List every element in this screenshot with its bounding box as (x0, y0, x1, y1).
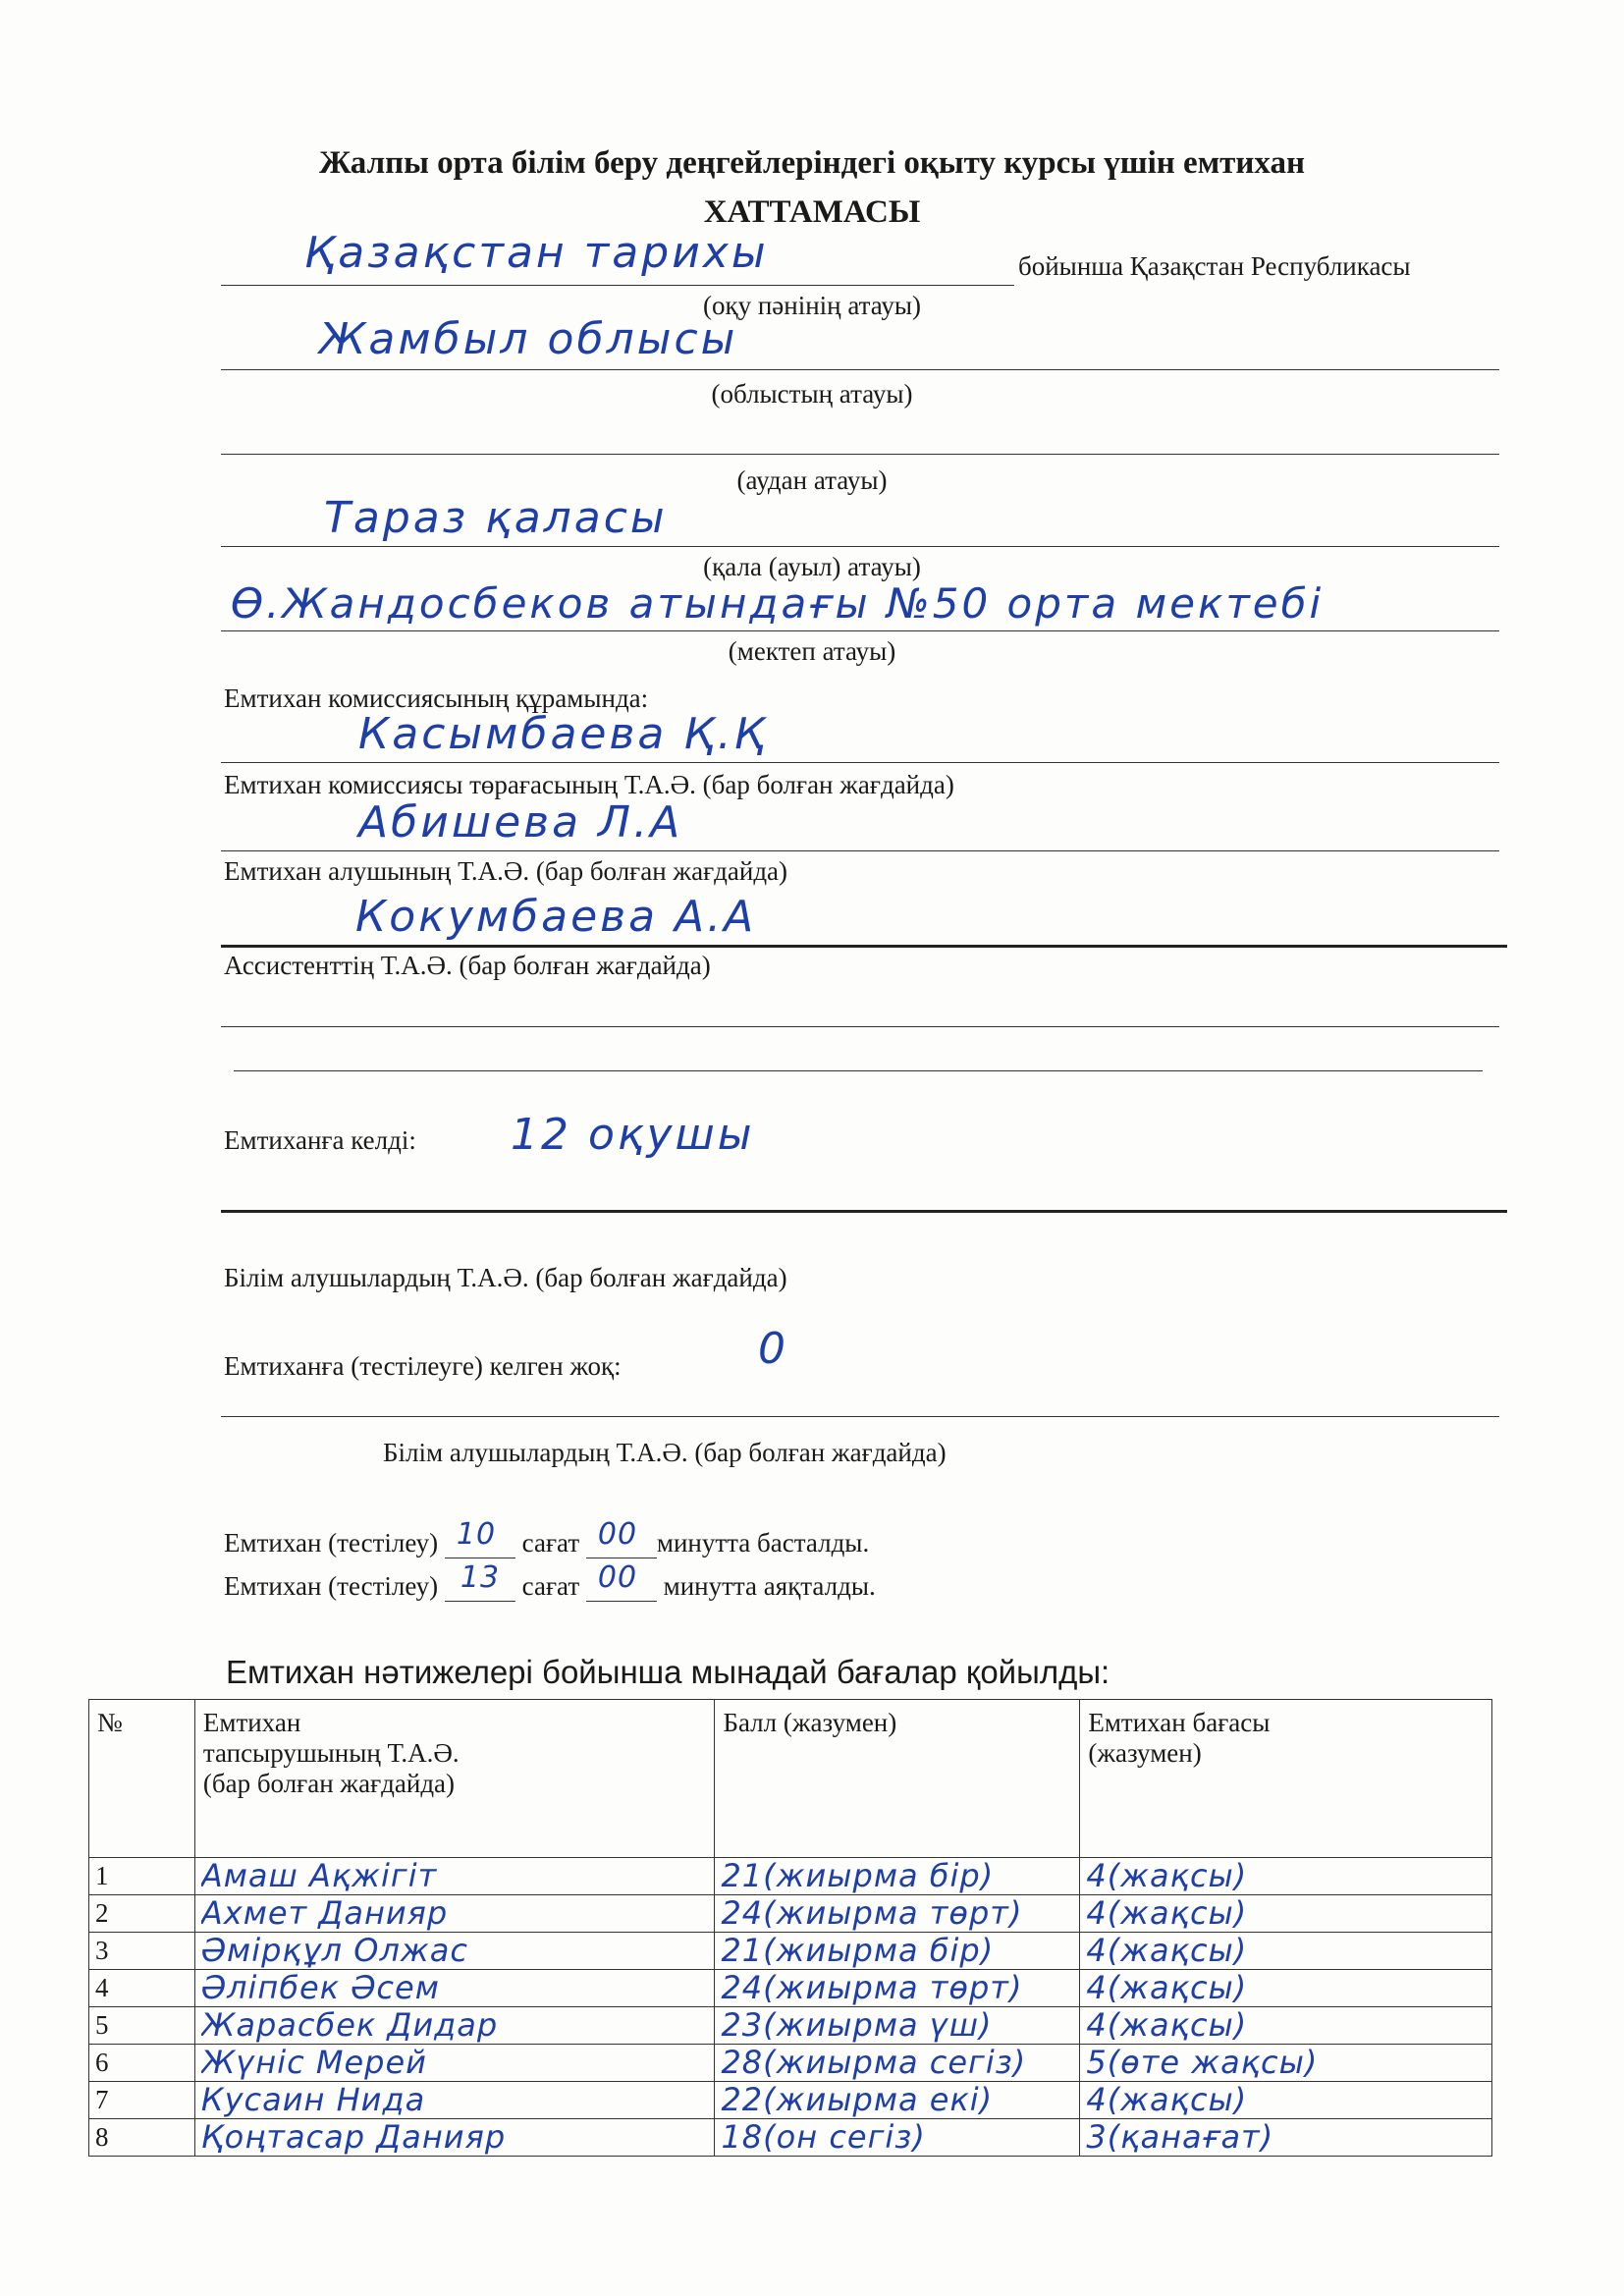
row-number-cell (89, 2119, 195, 2157)
student-grade: 5(өте жақсы) (1086, 2045, 1319, 2081)
student-name-cell (194, 2119, 715, 2157)
row-number-cell (89, 2007, 195, 2045)
absent-value: 0 (758, 1324, 788, 1374)
col-score-header: Балл (жазумен) (715, 1700, 1080, 1858)
col-grade-line1: Емтихан бағасы (1088, 1708, 1271, 1737)
school-value: Ө.Жандосбеков атындағы №50 орта мектебі (231, 579, 1325, 628)
chair-label: Емтихан комиссиясы төрағасының Т.А.Ә. (бар болған жағдайда) (224, 770, 954, 799)
subject-suffix: бойынша Қазақстан Республикасы (1018, 251, 1411, 281)
end-min-field (586, 1560, 657, 1602)
blank-line-1 (221, 1026, 1499, 1027)
student-name-cell (194, 2007, 715, 2045)
row-number: 4 (95, 1973, 109, 2002)
col-name-line3: (бар болған жағдайда) (202, 1769, 456, 1798)
start-min-field (586, 1517, 657, 1558)
col-name-line1: Емтихан (202, 1708, 301, 1737)
table-row (89, 1858, 1492, 1895)
region-line (221, 369, 1499, 370)
subject-caption: (оқу пәнінің атауы) (702, 291, 922, 320)
student-score: 18(он сегіз) (721, 2119, 926, 2156)
table-row (89, 1895, 1492, 1933)
table-row (89, 2082, 1492, 2119)
came-label: Емтиханға келді: (224, 1125, 416, 1155)
absent-caption: Білім алушылардың Т.А.Ә. (бар болған жағдайда) (383, 1438, 947, 1467)
student-score: 22(жиырма екі) (721, 2082, 994, 2118)
student-grade-cell (1080, 2119, 1492, 2157)
student-name-cell (194, 2082, 715, 2119)
student-score-cell (715, 1858, 1080, 1895)
district-caption: (аудан атауы) (736, 465, 888, 495)
student-grade: 4(жақсы) (1086, 2007, 1248, 2044)
table-row (89, 2045, 1492, 2082)
table-row (89, 2119, 1492, 2157)
student-name: Кусаин Нида (200, 2082, 426, 2118)
student-grade-cell (1080, 1858, 1492, 1895)
table-row (89, 1933, 1492, 1970)
protocol-title: Жалпы орта білім беру деңгейлеріндегі оқыту курсы үшін емтихан (319, 145, 1305, 181)
student-grade-cell (1080, 2045, 1492, 2082)
start-hour: 10 (456, 1517, 497, 1552)
student-name: Әмірқұл Олжас (200, 1933, 468, 1969)
student-name-cell (194, 1895, 715, 1933)
col-name-header (194, 1700, 715, 1858)
col-no-header: № (89, 1700, 195, 1858)
table-row (89, 1970, 1492, 2007)
row-number-cell (89, 1933, 195, 1970)
student-score-cell (715, 1970, 1080, 2007)
subject-value: Қазақстан тарихы (304, 228, 769, 278)
students-label: Білім алушылардың Т.А.Ә. (бар болған жағдайда) (224, 1263, 787, 1292)
student-score-cell (715, 2119, 1080, 2157)
chair-value: Касымбаева Қ.Қ (358, 709, 768, 759)
student-name: Жүніс Мерей (200, 2045, 427, 2081)
student-name: Әліпбек Әсем (200, 1970, 440, 2006)
row-number: 1 (95, 1861, 109, 1890)
row-number: 8 (95, 2122, 109, 2152)
student-score: 28(жиырма сегіз) (721, 2045, 1027, 2081)
student-grade: 4(жақсы) (1086, 1858, 1248, 1894)
row-number-cell (89, 2045, 195, 2082)
student-grade-cell (1080, 2082, 1492, 2119)
examiner-line (221, 850, 1499, 851)
end-prefix: Емтихан (тестілеу) (224, 1571, 439, 1601)
city-line (221, 546, 1499, 547)
student-name: Ахмет Данияр (200, 1895, 449, 1932)
student-name-cell (194, 1970, 715, 2007)
start-prefix: Емтихан (тестілеу) (224, 1528, 439, 1558)
row-number-cell (89, 2082, 195, 2119)
student-grade-cell (1080, 1895, 1492, 1933)
row-number-cell (89, 1970, 195, 2007)
student-name-cell (194, 1933, 715, 1970)
student-grade-cell (1080, 1933, 1492, 1970)
col-name-line2: тапсырушының Т.А.Ә. (202, 1738, 460, 1768)
student-name-cell (194, 2045, 715, 2082)
city-caption: (қала (ауыл) атауы) (703, 552, 921, 581)
table-row (89, 2007, 1492, 2045)
school-line (221, 630, 1499, 631)
protocol-subtitle: ХАТТАМАСЫ (703, 194, 921, 230)
student-name: Жарасбек Дидар (200, 2007, 499, 2044)
student-grade-cell (1080, 2007, 1492, 2045)
end-hour-field (445, 1560, 515, 1602)
end-time-row (224, 1560, 876, 1602)
commission-label: Емтихан комиссиясының құрамында: (224, 683, 649, 713)
col-grade-header (1080, 1700, 1492, 1858)
student-grade: 4(жақсы) (1086, 1895, 1248, 1932)
student-grade: 4(жақсы) (1086, 2082, 1248, 2118)
student-grade-cell (1080, 1970, 1492, 2007)
student-score: 24(жиырма төрт) (721, 1970, 1023, 2006)
absent-label: Емтиханға (тестілеуге) келген жоқ: (224, 1351, 622, 1381)
subject-line (221, 285, 1014, 286)
start-min: 00 (597, 1517, 638, 1552)
row-number: 3 (95, 1936, 109, 1965)
assistant-line (221, 945, 1507, 948)
student-name: Қоңтасар Данияр (200, 2119, 507, 2156)
col-grade-line2: (жазумен) (1088, 1738, 1202, 1768)
city-value: Тараз қаласы (324, 493, 668, 543)
student-grade: 3(қанағат) (1086, 2119, 1274, 2156)
student-score-cell (715, 2007, 1080, 2045)
row-number: 5 (95, 2010, 109, 2040)
student-score: 21(жиырма бір) (721, 1933, 995, 1969)
region-caption: (облыстың атауы) (711, 379, 913, 409)
chair-line (221, 762, 1499, 763)
end-min: 00 (597, 1560, 638, 1595)
start-time-row (224, 1517, 870, 1558)
student-score-cell (715, 2045, 1080, 2082)
end-hour: 13 (460, 1560, 501, 1595)
student-grade: 4(жақсы) (1086, 1970, 1248, 2006)
student-name: Амаш Ақжігіт (200, 1858, 438, 1894)
examiner-value: Абишева Л.А (358, 797, 683, 847)
end-hour-word: сағат (521, 1571, 580, 1601)
results-heading: Емтихан нәтижелері бойынша мынадай бағалар қойылды: (226, 1654, 1110, 1690)
student-score: 21(жиырма бір) (721, 1858, 995, 1894)
region-value: Жамбыл облысы (319, 314, 738, 364)
student-grade: 4(жақсы) (1086, 1933, 1248, 1969)
results-table (88, 1699, 1492, 2157)
row-number: 2 (95, 1898, 109, 1928)
blank-line-2 (234, 1070, 1483, 1071)
row-number: 7 (95, 2085, 109, 2114)
came-value: 12 оқушы (511, 1110, 755, 1160)
came-line (221, 1210, 1507, 1213)
start-suffix: минутта басталды. (656, 1528, 870, 1558)
end-suffix: минутта аяқталды. (663, 1571, 876, 1601)
assistant-label: Ассистенттің Т.А.Ә. (бар болған жағдайда) (224, 951, 711, 980)
student-score: 24(жиырма төрт) (721, 1895, 1023, 1932)
student-name-cell (194, 1858, 715, 1895)
results-header-row (89, 1700, 1492, 1858)
student-score-cell (715, 1933, 1080, 1970)
student-score: 23(жиырма үш) (721, 2007, 993, 2044)
student-score-cell (715, 2082, 1080, 2119)
assistant-value: Кокумбаева А.А (355, 892, 757, 942)
row-number: 6 (95, 2048, 109, 2077)
student-score-cell (715, 1895, 1080, 1933)
start-hour-word: сағат (521, 1528, 580, 1558)
absent-line (221, 1416, 1499, 1417)
district-line (221, 454, 1499, 455)
row-number-cell (89, 1895, 195, 1933)
school-caption: (мектеп атауы) (728, 636, 896, 666)
row-number-cell (89, 1858, 195, 1895)
start-hour-field (445, 1517, 515, 1558)
examiner-label: Емтихан алушының Т.А.Ә. (бар болған жағдайда) (224, 856, 788, 886)
